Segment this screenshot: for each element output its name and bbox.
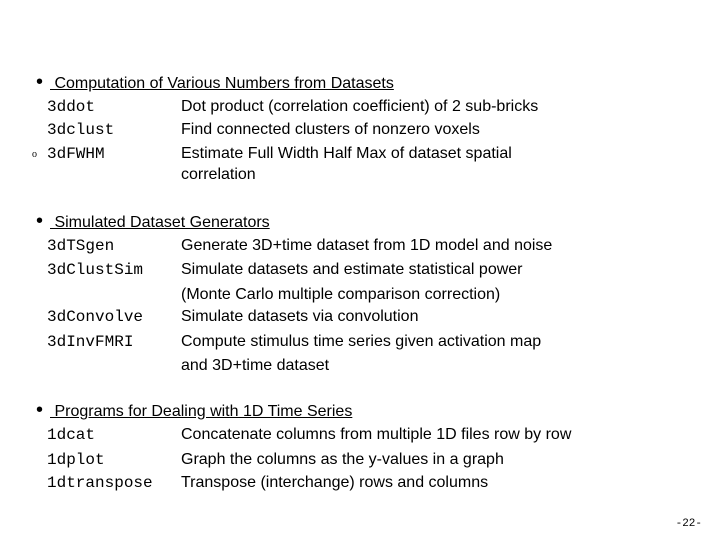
command-name: 1dtranspose (47, 474, 153, 492)
page-number: -22- (675, 518, 702, 530)
command-description: Simulate datasets via convolution (181, 308, 419, 325)
list-item (0, 284, 720, 306)
command-name: 1dcat (47, 426, 96, 444)
command-description: Find connected clusters of nonzero voxels (181, 121, 480, 138)
section-heading (36, 71, 394, 94)
command-description: (Monte Carlo multiple comparison correction) (181, 286, 501, 303)
command-name: 3dInvFMRI (47, 333, 134, 351)
section-heading (36, 210, 270, 233)
section-heading (36, 399, 353, 422)
list-item (0, 143, 720, 165)
bullet-icon: • (36, 399, 44, 421)
list-item (0, 449, 720, 471)
list-marker: o (32, 149, 37, 160)
section-heading-text: Simulated Dataset Generators (50, 214, 270, 231)
command-name: 3dTSgen (47, 237, 115, 255)
list-item (0, 424, 720, 446)
bullet-icon: • (36, 210, 44, 232)
command-name: 3dFWHM (47, 145, 105, 163)
list-item (0, 331, 720, 353)
command-name: 3dClustSim (47, 261, 144, 279)
command-name: 3dConvolve (47, 308, 144, 326)
list-item (0, 164, 720, 186)
command-description: Compute stimulus time series given activation map (181, 333, 542, 350)
list-item (0, 235, 720, 257)
list-item (0, 119, 720, 141)
command-description: Estimate Full Width Half Max of dataset spatial (181, 145, 512, 162)
section-heading-text: Programs for Dealing with 1D Time Series (50, 403, 353, 420)
list-item (0, 355, 720, 377)
command-description: and 3D+time dataset (181, 357, 330, 374)
command-name: 3dclust (47, 121, 115, 139)
command-name: 1dplot (47, 451, 105, 469)
list-item (0, 306, 720, 328)
list-item (0, 96, 720, 118)
command-description: Graph the columns as the y-values in a graph (181, 451, 504, 468)
list-item (0, 259, 720, 281)
command-description: Transpose (interchange) rows and columns (181, 474, 489, 491)
section-heading-text: Computation of Various Numbers from Datasets (50, 75, 394, 92)
command-description: Generate 3D+time dataset from 1D model and noise (181, 237, 553, 254)
bullet-icon: • (36, 71, 44, 93)
command-description: Concatenate columns from multiple 1D files row by row (181, 426, 572, 443)
command-description: Dot product (correlation coefficient) of 2 sub-bricks (181, 98, 539, 115)
command-description: correlation (181, 166, 256, 183)
command-name: 3ddot (47, 98, 96, 116)
command-description: Simulate datasets and estimate statistical power (181, 261, 523, 278)
list-item (0, 472, 720, 494)
